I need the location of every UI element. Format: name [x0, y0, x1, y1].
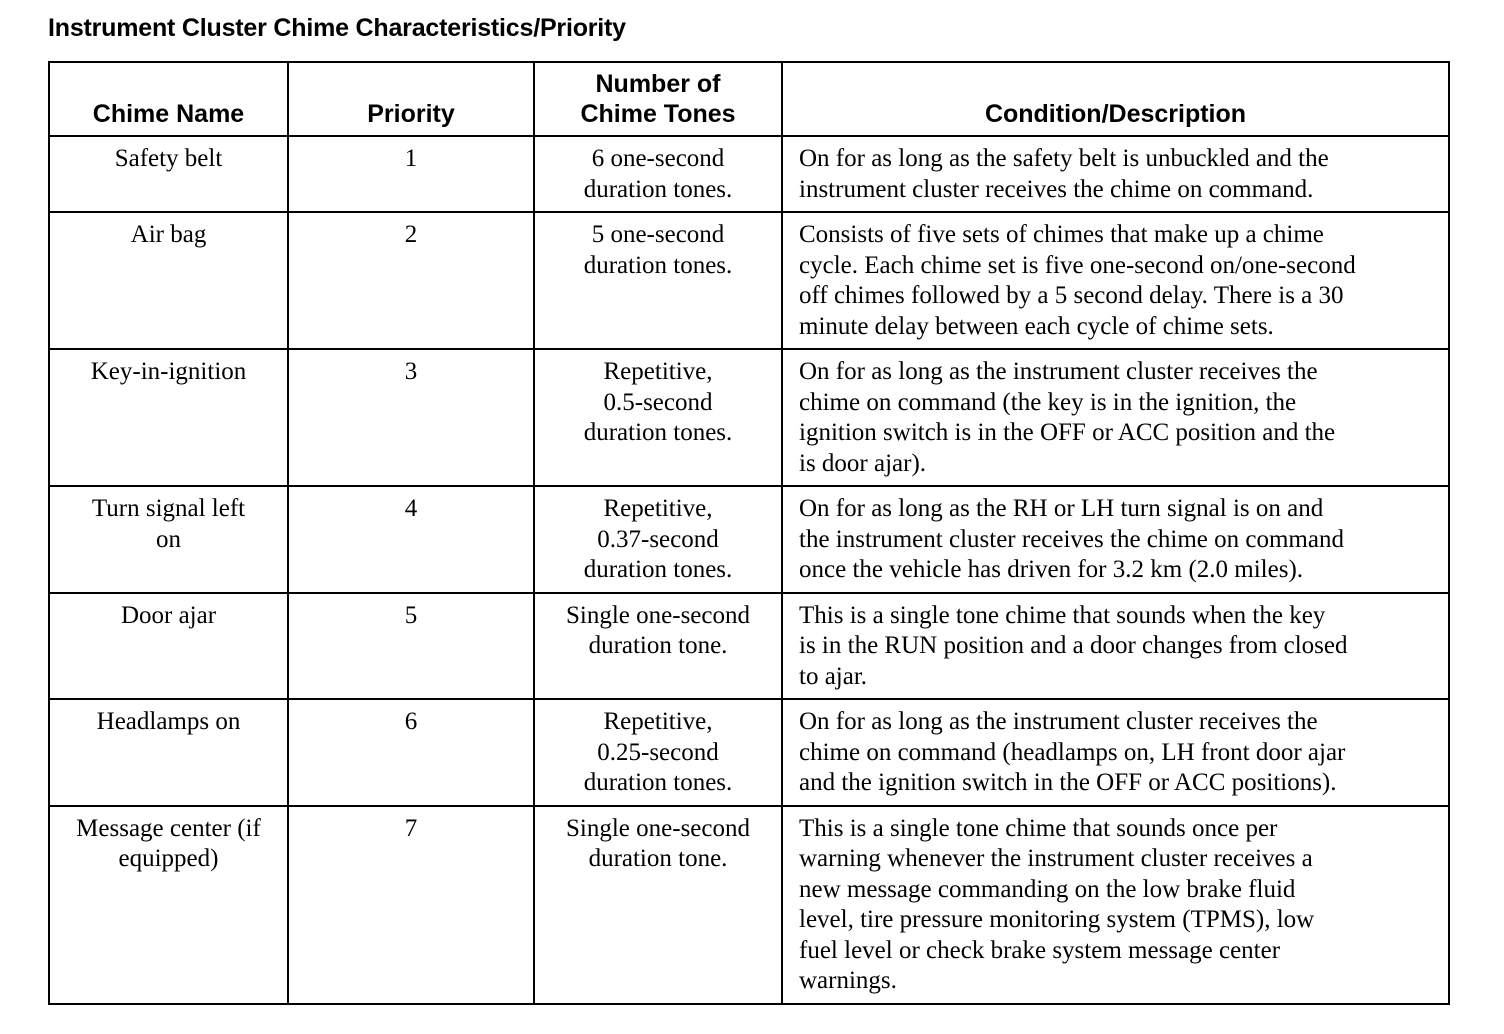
- description-cell: On for as long as the RH or LH turn signal is on and the instrument cluster receives the chime on command once the vehicle has driven for 3.2 km (2.0 miles).: [782, 486, 1449, 593]
- priority-cell: 1: [288, 136, 534, 212]
- table-row: [49, 806, 1449, 1004]
- table-row: [49, 593, 1449, 700]
- description-cell: This is a single tone chime that sounds when the key is in the RUN position and a door changes from closed to ajar.: [782, 593, 1449, 700]
- chime-table: [48, 61, 1450, 1005]
- header-chime-name: Chime Name: [49, 62, 288, 136]
- chime-tones-cell: Single one-second duration tone.: [534, 593, 782, 700]
- chime-name-cell: Safety belt: [49, 136, 288, 212]
- chime-tones-cell: 5 one-second duration tones.: [534, 212, 782, 349]
- table-row: [49, 136, 1449, 212]
- chime-tones-cell: Single one-second duration tone.: [534, 806, 782, 1004]
- priority-cell: 6: [288, 699, 534, 806]
- description-cell: On for as long as the instrument cluster receives the chime on command (headlamps on, LH front door ajar and the ignition switch in the OFF or ACC positions).: [782, 699, 1449, 806]
- priority-cell: 2: [288, 212, 534, 349]
- table-row: [49, 349, 1449, 486]
- chime-name-cell: Message center (if equipped): [49, 806, 288, 1004]
- chime-tones-cell: Repetitive, 0.37-second duration tones.: [534, 486, 782, 593]
- priority-cell: 7: [288, 806, 534, 1004]
- chime-tones-cell: Repetitive, 0.5-second duration tones.: [534, 349, 782, 486]
- chime-name-cell: Turn signal left on: [49, 486, 288, 593]
- chime-tones-cell: Repetitive, 0.25-second duration tones.: [534, 699, 782, 806]
- priority-cell: 4: [288, 486, 534, 593]
- chime-name-cell: Key-in-ignition: [49, 349, 288, 486]
- table-row: [49, 212, 1449, 349]
- description-cell: On for as long as the instrument cluster receives the chime on command (the key is in the ignition, the ignition switch is in the OFF or ACC position and the is door ajar).: [782, 349, 1449, 486]
- description-cell: Consists of five sets of chimes that make up a chime cycle. Each chime set is five one-second on/one-second off chimes followed by a 5 second delay. There is a 30 minute delay between each cycle of chime sets.: [782, 212, 1449, 349]
- table-row: [49, 486, 1449, 593]
- priority-cell: 5: [288, 593, 534, 700]
- header-chime-tones: Number of Chime Tones: [534, 62, 782, 136]
- priority-cell: 3: [288, 349, 534, 486]
- chime-name-cell: Door ajar: [49, 593, 288, 700]
- chime-tones-cell: 6 one-second duration tones.: [534, 136, 782, 212]
- chime-name-cell: Air bag: [49, 212, 288, 349]
- table-title: Instrument Cluster Chime Characteristics/Priority: [48, 14, 626, 42]
- description-cell: This is a single tone chime that sounds once per warning whenever the instrument cluster receives a new message commanding on the low brake fluid level, tire pressure monitoring system (TPMS), low fuel level or check brake system message center warnings.: [782, 806, 1449, 1004]
- header-row: [49, 62, 1449, 136]
- table-row: [49, 699, 1449, 806]
- description-cell: On for as long as the safety belt is unbuckled and the instrument cluster receives the chime on command.: [782, 136, 1449, 212]
- chime-name-cell: Headlamps on: [49, 699, 288, 806]
- header-description: Condition/Description: [782, 62, 1449, 136]
- header-priority: Priority: [288, 62, 534, 136]
